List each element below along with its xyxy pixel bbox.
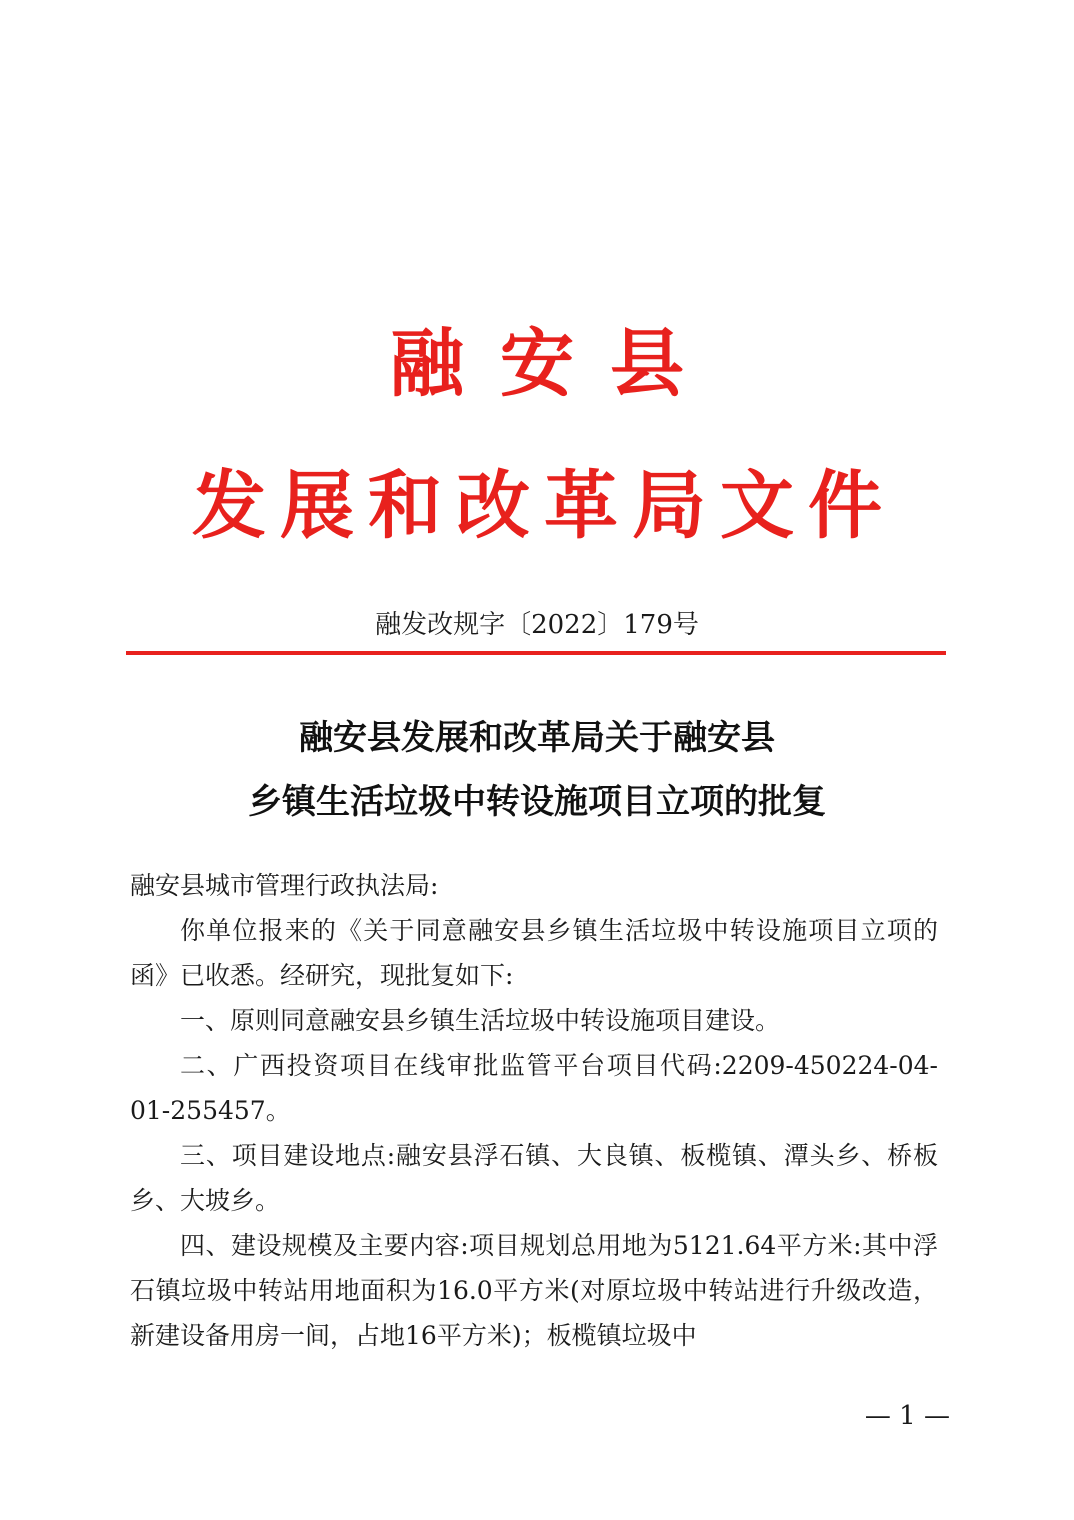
paragraph: 一、原则同意融安县乡镇生活垃圾中转设施项目建设。	[180, 1006, 781, 1035]
paragraph: 你单位报来的《关于同意融安县乡镇生活垃圾中转设施项目立项的函》已收悉。经研究，现批复如下:	[130, 916, 938, 990]
document-type-heading: 发展和改革局文件	[192, 463, 896, 549]
salutation: 融安县城市管理行政执法局:	[130, 871, 439, 900]
paragraph: 二、广西投资项目在线审批监管平台项目代码:2209-450224-04-01-255457。	[130, 1051, 938, 1125]
document-body	[130, 863, 938, 1358]
document-number: 融发改规字〔2022〕179号	[375, 610, 699, 640]
issuing-organization: 融安县	[390, 321, 720, 407]
paragraph: 三、项目建设地点:融安县浮石镇、大良镇、板榄镇、潭头乡、桥板乡、大坡乡。	[130, 1141, 938, 1215]
document-title	[0, 706, 1074, 834]
red-separator-line	[126, 651, 946, 655]
paragraph: 四、建设规模及主要内容:项目规划总用地为5121.64平方米:其中浮石镇垃圾中转站用地面积为16.0平方米(对原垃圾中转站进行升级改造，新建设备用房一间，占地16平方米)；板榄镇垃圾中	[130, 1231, 938, 1350]
title-line-2: 乡镇生活垃圾中转设施项目立项的批复	[248, 782, 826, 822]
page-number: — 1 —	[864, 1401, 950, 1431]
title-line-1: 融安县发展和改革局关于融安县	[299, 718, 775, 758]
